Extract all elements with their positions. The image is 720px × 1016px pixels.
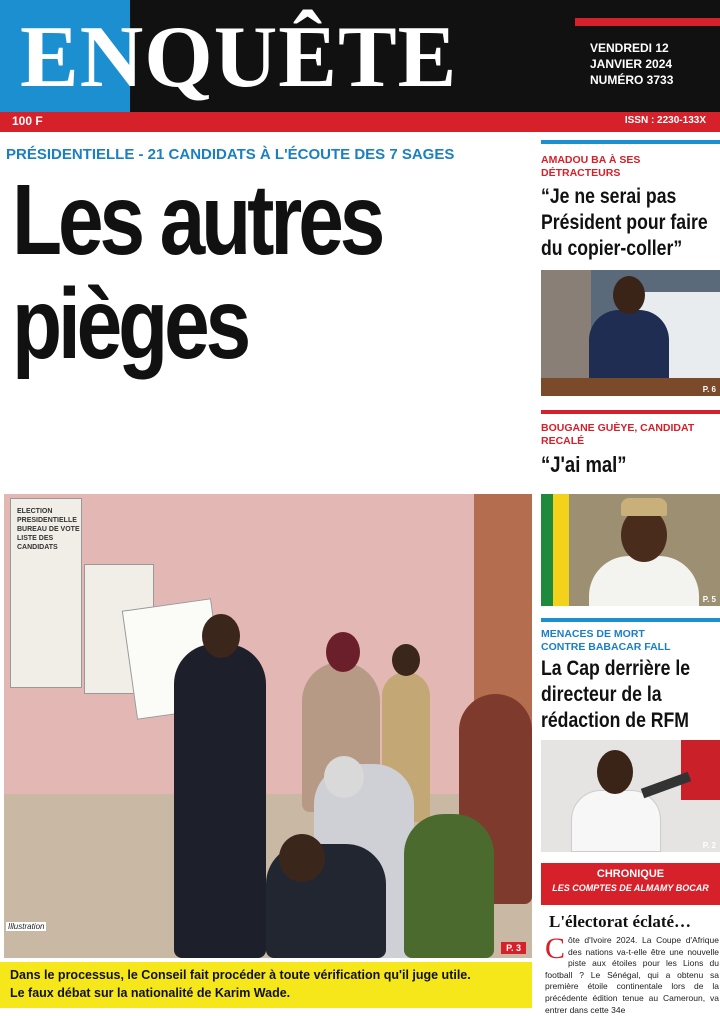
person-head <box>202 614 240 658</box>
person-green <box>404 814 494 958</box>
robe <box>589 556 699 606</box>
chronique-subtitle: LES COMPTES DE ALMAMY BOCAR <box>552 883 709 893</box>
story-headline: “J'ai mal” <box>541 452 627 477</box>
person-head <box>279 834 325 882</box>
hat <box>621 498 667 516</box>
person-head <box>392 644 420 676</box>
flag-yellow <box>553 494 569 606</box>
date-month-year: JANVIER 2024 <box>590 57 673 71</box>
story-kicker: AMADOU BA À SES DÉTRACTEURS <box>541 154 641 179</box>
page-ref[interactable]: P. 2 <box>702 841 716 850</box>
story-photo <box>541 740 720 852</box>
person-posting <box>174 644 266 958</box>
issue-date <box>590 40 673 88</box>
masthead-red-bar <box>575 18 720 26</box>
page-ref[interactable]: P. 5 <box>702 595 716 604</box>
studio-red-panel <box>681 740 720 800</box>
person-head <box>326 632 360 672</box>
price-bar <box>0 112 720 132</box>
page-ref-badge[interactable]: P. 3 <box>501 942 526 954</box>
person-head <box>324 756 364 798</box>
price: 100 F <box>12 114 43 128</box>
main-summary <box>0 962 532 1008</box>
drop-cap: C <box>545 932 566 965</box>
sidebar <box>541 140 720 852</box>
chronique-text: ôte d'Ivoire 2024. La Coupe d'Afrique des nations va-t-elle être une nouvelle piste aux étoiles pour les Lions du football ? Le Sénégal, qui a obtenu sa première étoile continentale lors de la précédente édition tenue au Cameroun, va entrer dans cette 34e <box>545 935 719 1015</box>
shirt <box>571 790 661 852</box>
face <box>621 508 667 562</box>
summary-line-1: Dans le processus, le Conseil fait procéder à toute vérification qu'il juge utile. <box>10 968 471 982</box>
speaker-head <box>613 276 645 314</box>
poster-text: ELECTION PRESIDENTIELLE BUREAU DE VOTE LISTE DES CANDIDATS <box>17 508 80 551</box>
chronique-body <box>545 932 719 1015</box>
story-headline: La Cap derrière le directeur de la rédaction de RFM <box>541 657 691 732</box>
main-headline[interactable] <box>12 164 438 380</box>
date-day: VENDREDI 12 <box>590 41 669 55</box>
issue-number: NUMÉRO 3733 <box>590 73 674 87</box>
story-photo <box>541 270 720 396</box>
sidebar-story-babacar-fall[interactable] <box>541 618 720 852</box>
story-headline: “Je ne serai pas Président pour faire du copier-coller” <box>541 185 708 260</box>
election-poster <box>10 498 82 688</box>
chronique-banner <box>541 863 720 905</box>
chronique-label: CHRONIQUE <box>596 868 665 880</box>
sidebar-story-bougane[interactable] <box>541 410 720 606</box>
masthead <box>0 0 720 112</box>
story-kicker-line-2: CONTRE BABACAR FALL <box>541 641 671 653</box>
headline-line-2: pièges <box>12 268 248 380</box>
story-photo <box>541 494 720 606</box>
issn: ISSN : 2230-133X <box>624 115 706 126</box>
story-kicker-line-1: MENACES DE MORT <box>541 628 645 640</box>
summary-line-2: Le faux débat sur la nationalité de Karim Wade. <box>10 986 291 1000</box>
chronique-title[interactable]: L'électorat éclaté… <box>549 912 692 931</box>
page-ref[interactable]: P. 6 <box>702 385 716 394</box>
photo-credit: Illustration <box>8 922 45 931</box>
headline-line-1: Les autres <box>12 164 382 276</box>
main-kicker: PRÉSIDENTIELLE - 21 CANDIDATS À L'ÉCOUTE DES 7 SAGES <box>6 146 455 163</box>
sidebar-story-amadou-ba[interactable] <box>541 140 720 396</box>
blue-rule <box>541 140 720 144</box>
newspaper-logo: ENQUÊTE <box>20 9 458 106</box>
podium <box>541 378 720 396</box>
blue-rule <box>541 618 720 622</box>
main-photo[interactable] <box>4 494 532 958</box>
story-kicker: BOUGANE GUÈYE, CANDIDAT RECALÉ <box>541 422 695 447</box>
face <box>597 750 633 794</box>
red-rule <box>541 410 720 414</box>
